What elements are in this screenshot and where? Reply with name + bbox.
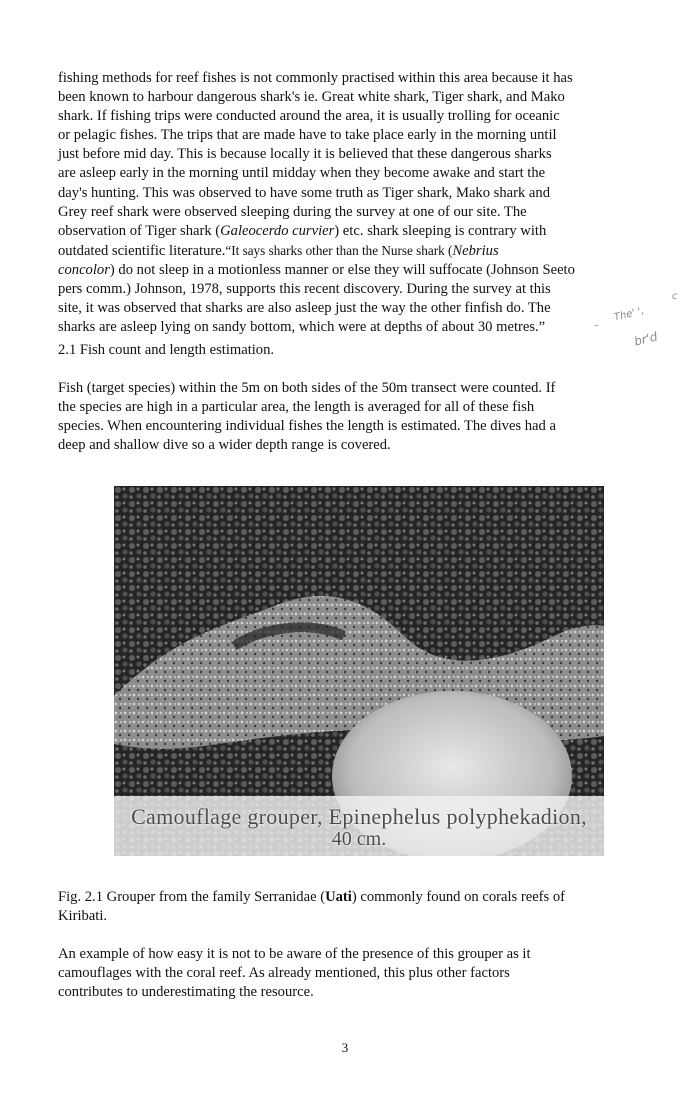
text-segment: Fig. 2.1 Grouper from the family Serranidae ( <box>58 889 326 905</box>
text-segment: ) commonly found on corals reefs of <box>351 889 566 905</box>
text-line: shark. If fishing trips were conducted around the area, it is usually trolling for oceanic <box>58 108 560 125</box>
text-line: pers comm.) Johnson, 1978, supports this recent discovery. During the survey at this <box>58 281 551 298</box>
figure-caption <box>58 888 638 926</box>
species-name-concolor: concolor <box>58 261 110 278</box>
text-line: Fish (target species) within the 5m on both sides of the 50m transect were counted. If <box>58 380 556 396</box>
species-name-nebrius: Nebrius <box>452 242 499 259</box>
grouper-photo <box>114 486 604 856</box>
species-name-galeocerdo: Galeocerdo curvier <box>220 222 335 239</box>
text-line: fishing methods for reef fishes is not commonly practised within this area because it has <box>58 70 573 86</box>
text-line: species. When encountering individual fishes the length is estimated. The dives had a <box>58 418 556 435</box>
page-number: 3 <box>341 1040 349 1055</box>
handwritten-arrow: – <box>594 320 599 331</box>
text-line: site, it was observed that sharks are also asleep just the way the other finfish do. The <box>58 300 551 317</box>
photo-caption-species: Camouflage grouper, Epinephelus polyphekadion, <box>131 804 587 829</box>
handwritten-note-line: c <box>672 291 678 302</box>
paragraph-shark-observations <box>58 69 638 337</box>
text-line <box>58 241 638 261</box>
paragraph-camouflage <box>58 945 638 1002</box>
photo-caption-length: 40 cm. <box>331 828 387 850</box>
text-line: An example of how easy it is not to be aware of the presence of this grouper as it <box>58 946 531 962</box>
text-line: Grey reef shark were observed sleeping during the survey at one of our site. The <box>58 203 527 220</box>
local-name-uati: Uati <box>325 889 352 905</box>
section-heading: 2.1 Fish count and length estimation. <box>58 342 275 358</box>
text-line: day's hunting. This was observed to have some truth as Tiger shark, Mako shark and <box>58 184 550 201</box>
text-line: deep and shallow dive so a wider depth range is covered. <box>58 437 391 454</box>
text-line: or pelagic fishes. The trips that are made have to take place early in the morning until <box>58 127 557 144</box>
text-segment: “It says sharks other than the Nurse shark ( <box>225 242 453 258</box>
text-line <box>58 222 638 241</box>
paragraph-fish-count <box>58 379 638 455</box>
handwritten-note-line: br'd <box>632 329 659 349</box>
text-segment: ) etc. shark sleeping is contrary with <box>334 222 547 239</box>
text-line <box>58 261 638 280</box>
text-line: Kiribati. <box>58 908 108 925</box>
text-segment: ) do not sleep in a motionless manner or else they will suffocate (Johnson Seeto <box>109 261 575 278</box>
text-line <box>58 888 638 907</box>
text-line: the species are high in a particular area, the length is averaged for all of these fish <box>58 399 535 416</box>
text-line: contributes to underestimating the resource. <box>58 984 314 1001</box>
handwritten-note-line: The' ', <box>613 305 646 324</box>
text-segment: observation of Tiger shark ( <box>58 222 221 239</box>
text-line: are asleep early in the morning until midday when they become awake and start the <box>58 165 546 182</box>
text-line: just before mid day. This is because locally it is believed that these dangerous sharks <box>58 146 552 163</box>
text-line: been known to harbour dangerous shark's ie. Great white shark, Tiger shark, and Mako <box>58 89 565 106</box>
text-line: sharks are asleep lying on sandy bottom, which were at depths of about 30 metres.” <box>58 319 546 336</box>
text-segment: outdated scientific literature. <box>58 242 226 259</box>
text-line: camouflages with the coral reef. As already mentioned, this plus other factors <box>58 965 510 982</box>
